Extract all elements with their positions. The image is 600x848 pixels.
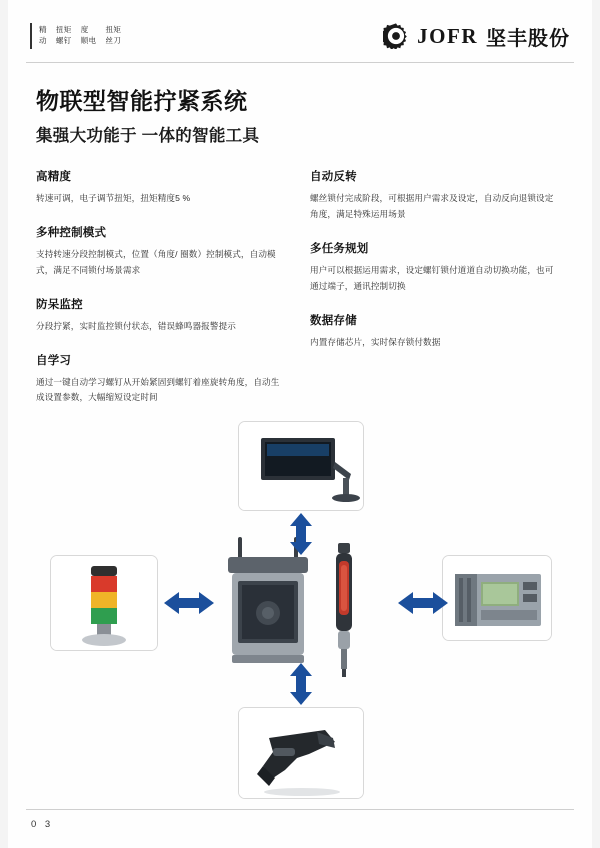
feature-title: 多任务规划	[310, 242, 369, 255]
page-number: 0 3	[31, 819, 54, 830]
feature-column-left	[36, 168, 286, 423]
feature-body: 通过一键自动学习螺钉从开始紧固到螺钉着座旋转角度，自动生成设置参数，大幅缩短设定时间	[36, 376, 280, 403]
header-rule	[26, 62, 574, 63]
header-word-3: 扭矩	[55, 25, 72, 35]
feature-title: 自学习	[36, 354, 72, 367]
tower-light-node	[50, 555, 158, 651]
arrow-left-right-right	[398, 590, 448, 616]
footer-rule	[26, 809, 574, 810]
controller-screwdriver-group	[218, 535, 390, 681]
arrow-left-right-left	[164, 590, 214, 616]
feature-column-right	[310, 168, 560, 423]
brand-name-en: JOFR	[417, 23, 478, 48]
feature-item-auto-reverse	[310, 168, 560, 223]
feature-item-data-storage	[310, 312, 560, 351]
header-keywords-col2	[56, 25, 72, 47]
page-title: 物联型智能拧紧系统	[36, 88, 248, 114]
header-keywords	[39, 25, 121, 47]
monitor-image	[239, 422, 364, 511]
feature-list	[36, 168, 564, 423]
feature-item-multitask-planning	[310, 240, 560, 295]
feature-body: 用户可以根据运用需求，设定螺钉锁付道道自动切换功能，也可通过端子，通讯控制切换	[310, 264, 554, 291]
tower-light-image	[51, 556, 158, 651]
feature-title: 高精度	[36, 171, 72, 183]
feature-title: 多种控制模式	[36, 226, 107, 239]
header-word-7: 扭矩	[105, 25, 122, 35]
header-word-2: 动	[39, 36, 47, 45]
feature-body: 分段拧紧，实时监控锁付状态，错误蜂鸣器报警提示	[36, 320, 236, 331]
feature-title: 自动反转	[310, 171, 357, 183]
feature-item-precision	[36, 168, 286, 207]
gear-icon	[383, 23, 409, 49]
header-word-5: 度	[80, 25, 89, 35]
header-word-1: 精	[39, 25, 47, 35]
system-diagram	[30, 415, 570, 805]
header-left-group	[30, 23, 121, 49]
feature-title: 防呆监控	[36, 298, 83, 311]
header-keywords-col1	[39, 25, 47, 47]
arrow-up-down-bottom	[288, 663, 314, 705]
feature-item-self-learning	[36, 352, 286, 407]
header-word-8: 丝刀	[105, 36, 122, 45]
feature-item-mistake-proofing	[36, 296, 286, 335]
page-edge-right	[592, 0, 600, 848]
arrow-up-down-top	[288, 513, 314, 555]
page-edge-left	[0, 0, 8, 848]
header-word-6: 顺电	[80, 36, 97, 45]
page-header	[30, 14, 570, 58]
feature-body: 内置存储芯片，实时保存锁付数据	[310, 336, 441, 347]
monitor-node	[238, 421, 364, 511]
feature-body: 螺丝锁付完成阶段，可根据用户需求及设定，自动反向退锁设定角度，满足特殊运用场景	[310, 193, 554, 219]
barcode-scanner-image	[239, 708, 364, 799]
plc-node	[442, 555, 552, 641]
header-keywords-col3	[81, 25, 97, 47]
plc-image	[443, 556, 552, 641]
feature-body: 支持转速分段控制模式，位置（角度/ 圈数）控制模式，自动模式，满足不同锁付场景需求	[36, 248, 276, 275]
feature-item-control-modes	[36, 224, 286, 279]
barcode-scanner-node	[238, 707, 364, 799]
page-subtitle: 集强大功能于 一体的智能工具	[36, 127, 260, 145]
header-word-4: 螺钉	[55, 36, 72, 45]
brand-logo-group	[383, 22, 570, 51]
header-divider-bar	[30, 23, 32, 49]
brand-name-cn: 坚丰股份	[486, 27, 570, 50]
feature-body: 转速可调，电子调节扭矩，扭矩精度5 %	[36, 193, 191, 203]
controller-and-screwdriver-image	[218, 535, 390, 681]
feature-title: 数据存储	[310, 314, 357, 327]
header-keywords-col4	[106, 25, 122, 47]
